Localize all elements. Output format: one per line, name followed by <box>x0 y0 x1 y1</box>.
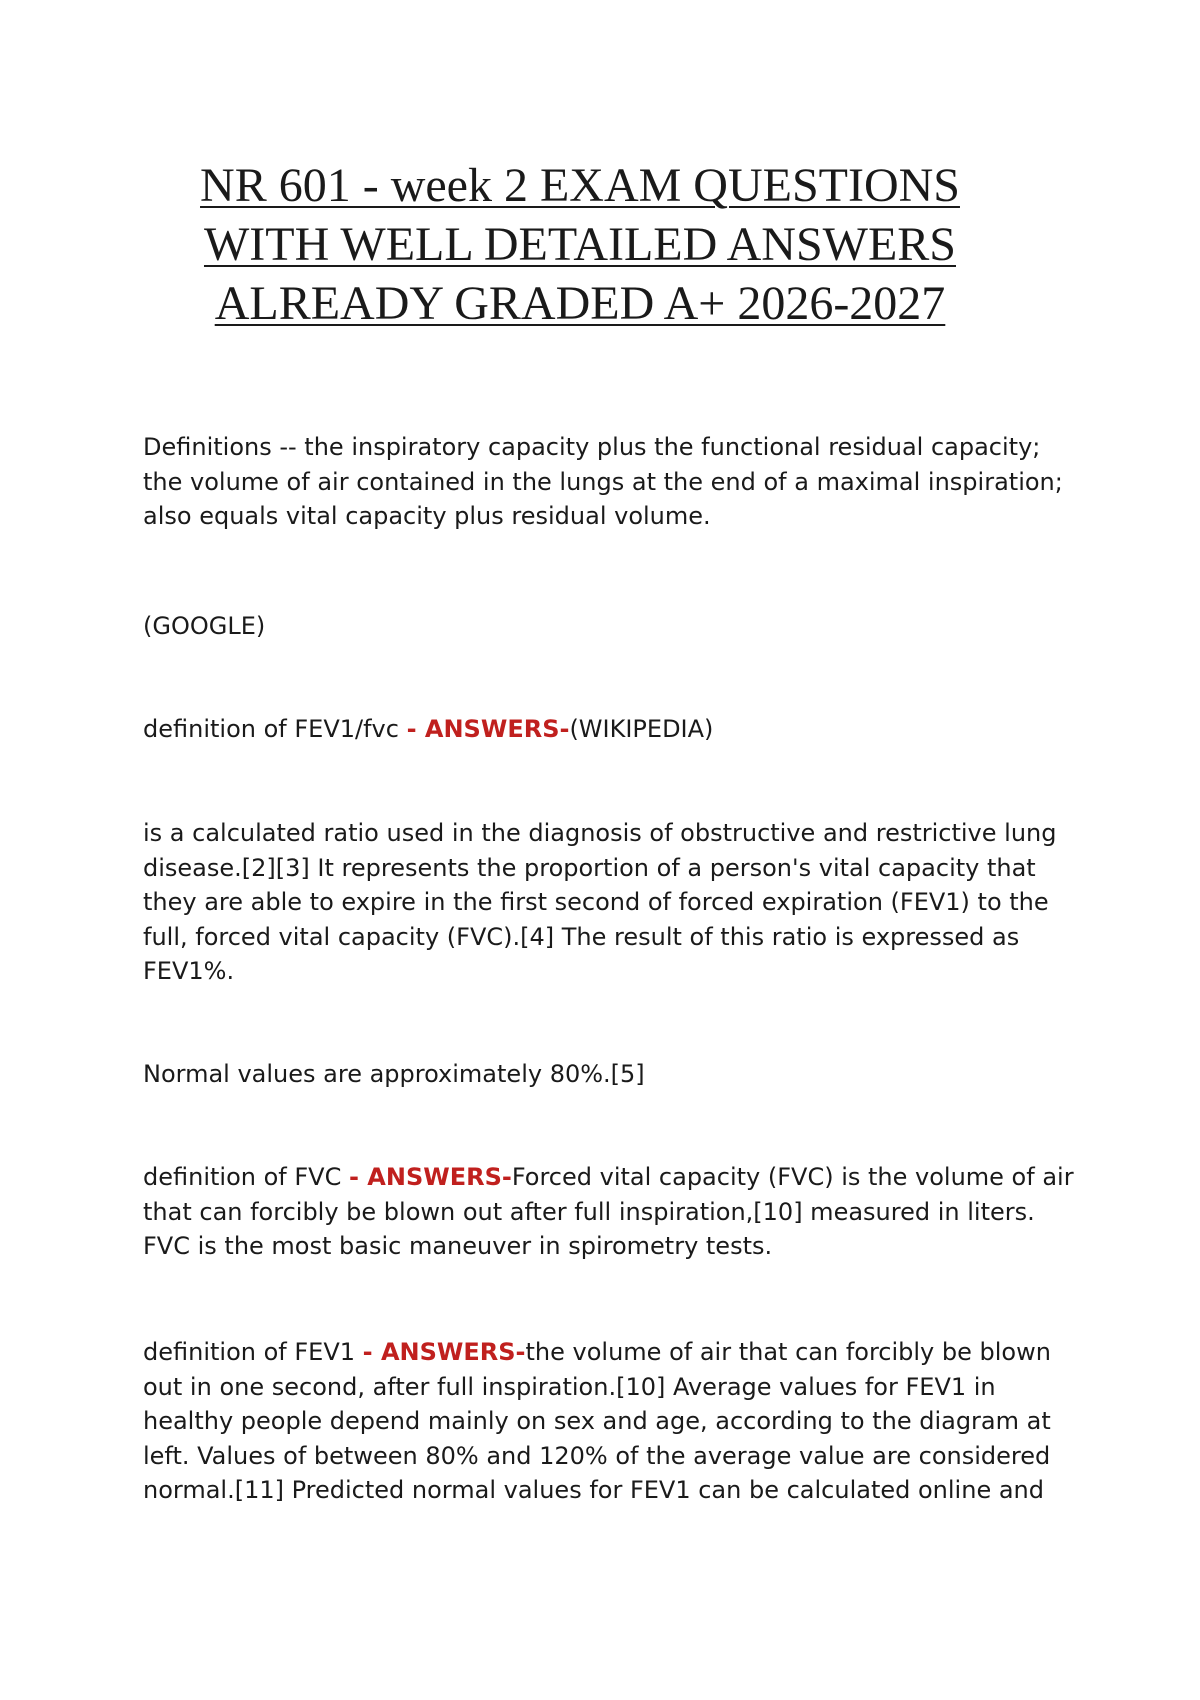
paragraph-line: disease.[2][3] It represents the proportion of a person's vital capacity that <box>143 853 1036 882</box>
paragraph-line: the volume of air contained in the lungs at the end of a maximal inspiration; <box>143 467 1063 496</box>
paragraph-line: they are able to expire in the first second of forced expiration (FEV1) to the <box>143 888 1049 916</box>
paragraph-line: full, forced vital capacity (FVC).[4] The result of this ratio is expressed as <box>143 922 1020 951</box>
title-line: ALREADY GRADED A+ 2026-2027 <box>214 277 946 330</box>
paragraph-line: left. Values of between 80% and 120% of the average value are considered <box>143 1441 1051 1470</box>
title-line: WITH WELL DETAILED ANSWERS <box>203 218 956 271</box>
qa-line <box>143 712 1073 747</box>
question-text: definition of FVC <box>143 1163 349 1191</box>
paragraph-line: (GOOGLE) <box>143 612 266 640</box>
paragraph-line: FVC is the most basic maneuver in spirometry tests. <box>143 1232 773 1260</box>
paragraph-line: Definitions -- the inspiratory capacity plus the functional residual capacity; <box>143 433 1041 461</box>
document-title <box>200 156 960 333</box>
paragraph-line: Normal values are approximately 80%.[5] <box>143 1060 645 1088</box>
qa-line <box>143 1335 1073 1370</box>
question-fev1-fvc <box>143 712 1073 747</box>
paragraph-line: also equals vital capacity plus residual volume. <box>143 502 711 530</box>
title-line: NR 601 - week 2 EXAM QUESTIONS <box>200 159 960 212</box>
answer-text: (WIKIPEDIA) <box>569 715 714 743</box>
question-fev1 <box>143 1335 1073 1508</box>
question-fvc <box>143 1160 1073 1264</box>
answers-marker: - ANSWERS- <box>406 715 570 743</box>
qa-line <box>143 1160 1073 1195</box>
google-source-text <box>143 609 1073 644</box>
paragraph-line: is a calculated ratio used in the diagnosis of obstructive and restrictive lung <box>143 819 1057 847</box>
paragraph-line: FEV1%. <box>143 957 235 985</box>
question-text: definition of FEV1/fvc <box>143 715 407 743</box>
paragraph-line: normal.[11] Predicted normal values for FEV1 can be calculated online and <box>143 1476 1044 1504</box>
answer-text: the volume of air that can forcibly be blown <box>525 1338 1051 1366</box>
ratio-paragraph <box>143 816 1073 989</box>
normal-values-text <box>143 1057 1073 1092</box>
question-text: definition of FEV1 <box>143 1338 363 1366</box>
paragraph-line: healthy people depend mainly on sex and age, according to the diagram at <box>143 1407 1051 1435</box>
definitions-paragraph <box>143 430 1073 534</box>
answer-text: Forced vital capacity (FVC) is the volume of air <box>511 1163 1074 1191</box>
answers-marker: - ANSWERS- <box>362 1338 526 1366</box>
paragraph-line: out in one second, after full inspiration.[10] Average values for FEV1 in <box>143 1372 996 1401</box>
answers-marker: - ANSWERS- <box>348 1163 512 1191</box>
paragraph-line: that can forcibly be blown out after full inspiration,[10] measured in liters. <box>143 1197 1035 1226</box>
